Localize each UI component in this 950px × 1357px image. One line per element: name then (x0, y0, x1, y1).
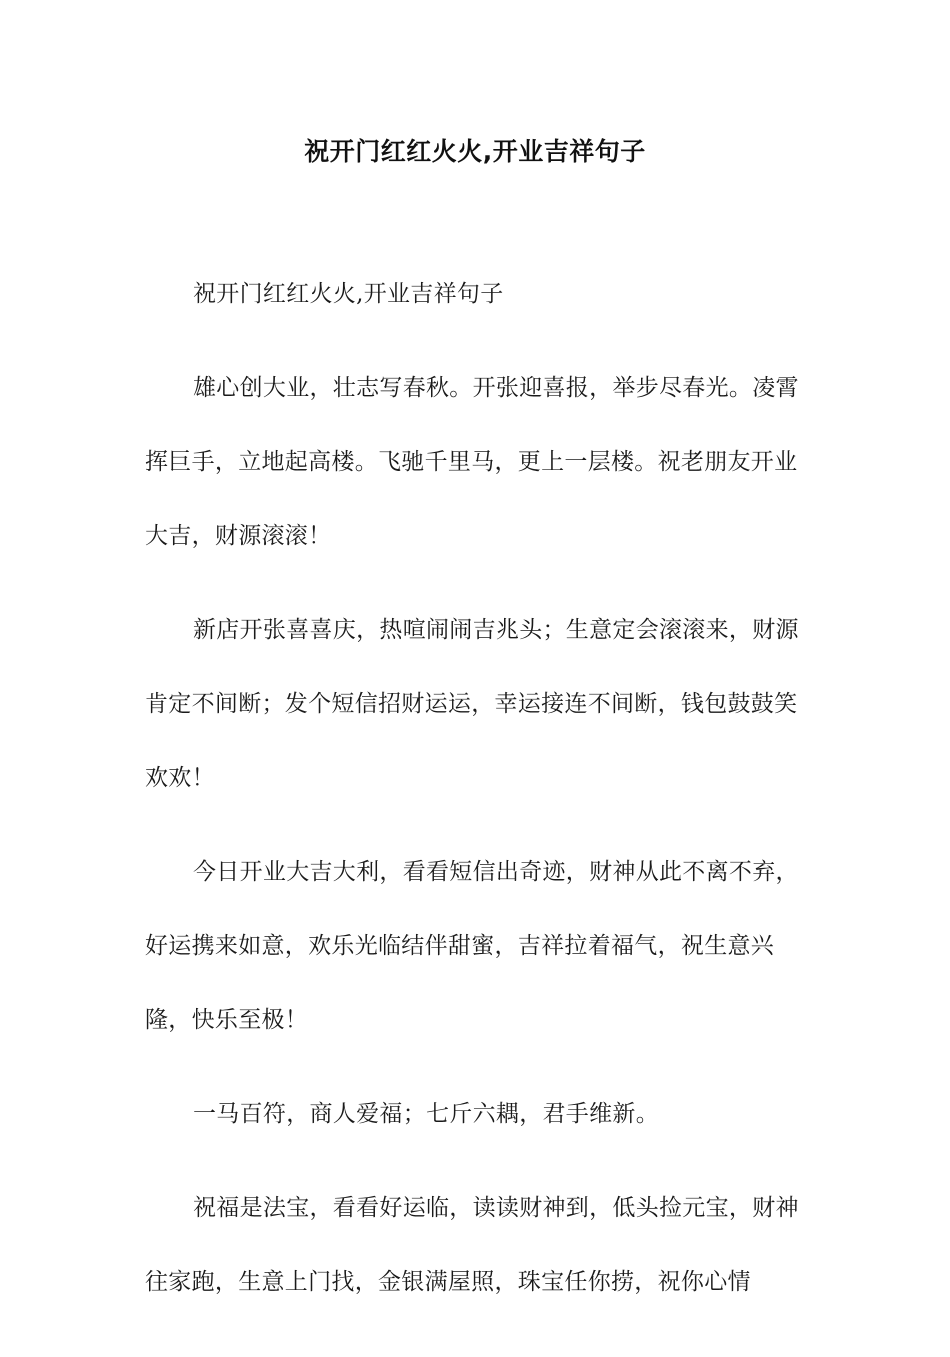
document-title: 祝开门红红火火,开业吉祥句子 (304, 137, 646, 166)
paragraph-subtitle: 祝开门红红火火,开业吉祥句子 (193, 281, 504, 307)
paragraph: 新店开张喜喜庆，热喧闹闹吉兆头；生意定会滚滚来，财源肯定不间断；发个短信招财运运，幸运接连不间断，钱包鼓鼓笑欢欢！ (145, 617, 799, 791)
document-body (145, 257, 807, 1357)
paragraph: 祝福是法宝，看看好运临，读读财神到，低头捡元宝，财神往家跑，生意上门找，金银满屋照，珠宝任你捞，祝你心情 (145, 1195, 799, 1295)
paragraph: 雄心创大业，壮志写春秋。开张迎喜报，举步尽春光。凌霄挥巨手，立地起高楼。飞驰千里马，更上一层楼。祝老朋友开业大吉，财源滚滚！ (145, 375, 799, 549)
paragraph: 今日开业大吉大利，看看短信出奇迹，财神从此不离不弃，好运携来如意，欢乐光临结伴甜蜜，吉祥拉着福气，祝生意兴隆，快乐至极！ (145, 859, 799, 1033)
paragraph: 一马百符，商人爱福；七斤六耦，君手维新。 (193, 1101, 659, 1127)
